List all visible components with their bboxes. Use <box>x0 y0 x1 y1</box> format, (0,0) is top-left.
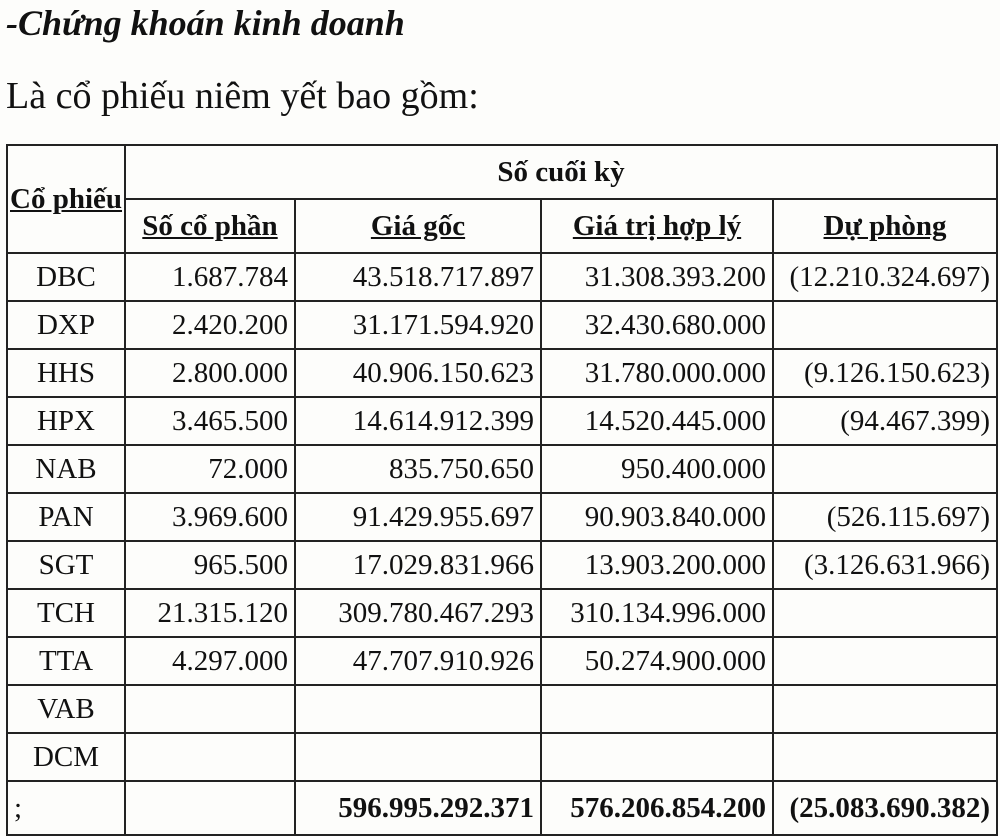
total-provision: (25.083.690.382) <box>773 781 997 835</box>
cell-ticker: TTA <box>7 637 125 685</box>
cell-fair-value: 50.274.900.000 <box>541 637 773 685</box>
cell-fair-value: 32.430.680.000 <box>541 301 773 349</box>
cell-provision <box>773 445 997 493</box>
cell-cost <box>295 733 541 781</box>
total-row <box>7 781 997 835</box>
cell-provision: (12.210.324.697) <box>773 253 997 301</box>
table-row <box>7 301 997 349</box>
table-row <box>7 445 997 493</box>
intro-text: Là cổ phiếu niêm yết bao gồm: <box>6 75 479 117</box>
total-cost: 596.995.292.371 <box>295 781 541 835</box>
cell-ticker: SGT <box>7 541 125 589</box>
cell-provision: (526.115.697) <box>773 493 997 541</box>
cell-provision: (94.467.399) <box>773 397 997 445</box>
cell-fair-value <box>541 733 773 781</box>
cell-shares: 21.315.120 <box>125 589 295 637</box>
cell-ticker: NAB <box>7 445 125 493</box>
cell-ticker: HHS <box>7 349 125 397</box>
cell-cost: 91.429.955.697 <box>295 493 541 541</box>
col-header-ticker: Cổ phiếu <box>7 145 125 253</box>
col-header-cost: Giá gốc <box>295 199 541 253</box>
cell-ticker: VAB <box>7 685 125 733</box>
header-row-columns <box>7 199 997 253</box>
cell-provision: (3.126.631.966) <box>773 541 997 589</box>
section-heading: -Chứng khoán kinh doanh <box>6 3 405 43</box>
cell-shares <box>125 733 295 781</box>
cell-fair-value: 14.520.445.000 <box>541 397 773 445</box>
total-marker: ; <box>7 781 125 835</box>
col-header-fair-value: Giá trị hợp lý <box>541 199 773 253</box>
cell-shares: 72.000 <box>125 445 295 493</box>
cell-cost: 40.906.150.623 <box>295 349 541 397</box>
cell-fair-value: 950.400.000 <box>541 445 773 493</box>
cell-provision <box>773 637 997 685</box>
cell-cost: 309.780.467.293 <box>295 589 541 637</box>
cell-provision <box>773 685 997 733</box>
cell-provision <box>773 733 997 781</box>
cell-shares: 3.465.500 <box>125 397 295 445</box>
group-header-period-end: Số cuối kỳ <box>125 145 997 199</box>
cell-shares <box>125 685 295 733</box>
col-header-provision: Dự phòng <box>773 199 997 253</box>
cell-cost: 14.614.912.399 <box>295 397 541 445</box>
table-row <box>7 253 997 301</box>
cell-fair-value: 13.903.200.000 <box>541 541 773 589</box>
total-shares <box>125 781 295 835</box>
cell-fair-value: 31.308.393.200 <box>541 253 773 301</box>
cell-shares: 4.297.000 <box>125 637 295 685</box>
cell-cost: 47.707.910.926 <box>295 637 541 685</box>
cell-ticker: HPX <box>7 397 125 445</box>
table-row <box>7 541 997 589</box>
cell-ticker: PAN <box>7 493 125 541</box>
table-row <box>7 637 997 685</box>
cell-shares: 2.800.000 <box>125 349 295 397</box>
table-row <box>7 589 997 637</box>
cell-shares: 2.420.200 <box>125 301 295 349</box>
cell-cost: 835.750.650 <box>295 445 541 493</box>
cell-cost: 17.029.831.966 <box>295 541 541 589</box>
cell-provision <box>773 589 997 637</box>
cell-shares: 965.500 <box>125 541 295 589</box>
cell-shares: 1.687.784 <box>125 253 295 301</box>
col-header-shares: Số cổ phần <box>125 199 295 253</box>
cell-cost: 31.171.594.920 <box>295 301 541 349</box>
cell-provision <box>773 301 997 349</box>
cell-fair-value: 310.134.996.000 <box>541 589 773 637</box>
cell-ticker: DCM <box>7 733 125 781</box>
table-row <box>7 493 997 541</box>
cell-cost: 43.518.717.897 <box>295 253 541 301</box>
cell-cost <box>295 685 541 733</box>
cell-ticker: TCH <box>7 589 125 637</box>
table-row <box>7 349 997 397</box>
cell-provision: (9.126.150.623) <box>773 349 997 397</box>
cell-fair-value: 90.903.840.000 <box>541 493 773 541</box>
header-row-group <box>7 145 997 199</box>
table-row <box>7 733 997 781</box>
cell-shares: 3.969.600 <box>125 493 295 541</box>
total-fair-value: 576.206.854.200 <box>541 781 773 835</box>
cell-fair-value: 31.780.000.000 <box>541 349 773 397</box>
table-row <box>7 685 997 733</box>
cell-ticker: DBC <box>7 253 125 301</box>
cell-ticker: DXP <box>7 301 125 349</box>
cell-fair-value <box>541 685 773 733</box>
holdings-table <box>6 144 998 836</box>
table-row <box>7 397 997 445</box>
